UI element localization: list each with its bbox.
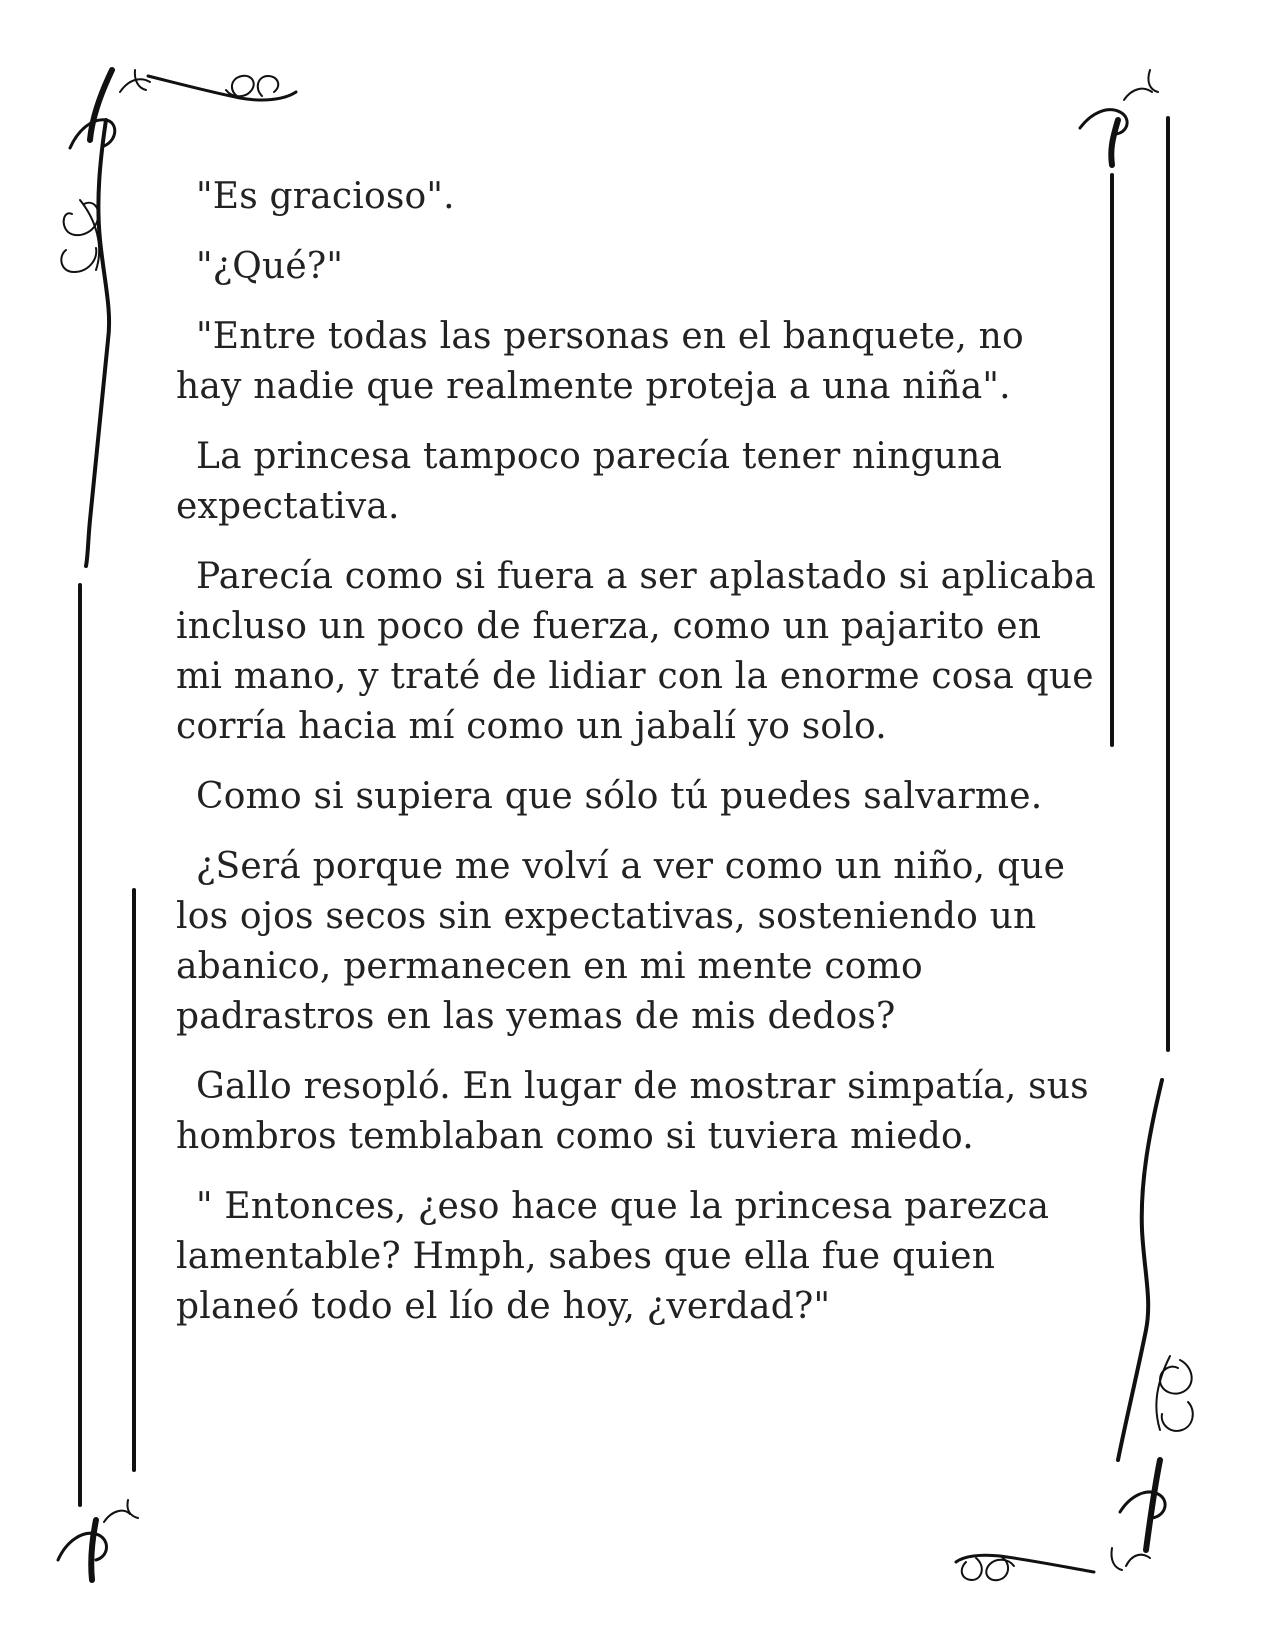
paragraph-9: " Entonces, ¿eso hace que la princesa parezca lamentable? Hmph, sabes que ella fue quien planeó todo el lío de hoy, ¿verdad?" — [176, 1186, 1050, 1327]
story-text — [176, 172, 1096, 1352]
paragraph-2: "¿Qué?" — [196, 246, 344, 287]
paragraph-5: Parecía como si fuera a ser aplastado si aplicaba incluso un poco de fuerza, como un pajarito en mi mano, y traté de lidiar con la enorme cosa que corría hacia mí como un jabalí yo solo. — [176, 556, 1096, 747]
paragraph-4: La princesa tampoco parecía tener ninguna expectativa. — [176, 436, 1003, 527]
paragraph-7: ¿Será porque me volví a ver como un niño, que los ojos secos sin expectativas, sosteniendo un abanico, permanecen en mi mente como padrastros en las yemas de mis dedos? — [176, 846, 1066, 1037]
top-right-flourish-icon — [1080, 70, 1158, 165]
paragraph-8: Gallo resopló. En lugar de mostrar simpatía, sus hombros temblaban como si tuviera miedo. — [176, 1066, 1089, 1157]
paragraph-1: "Es gracioso". — [196, 176, 455, 217]
paragraph-3: "Entre todas las personas en el banquete, no hay nadie que realmente proteja a una niña". — [176, 316, 1024, 407]
bottom-left-flourish-icon — [58, 1500, 138, 1580]
paragraph-6: Como si supiera que sólo tú puedes salvarme. — [196, 776, 1043, 817]
